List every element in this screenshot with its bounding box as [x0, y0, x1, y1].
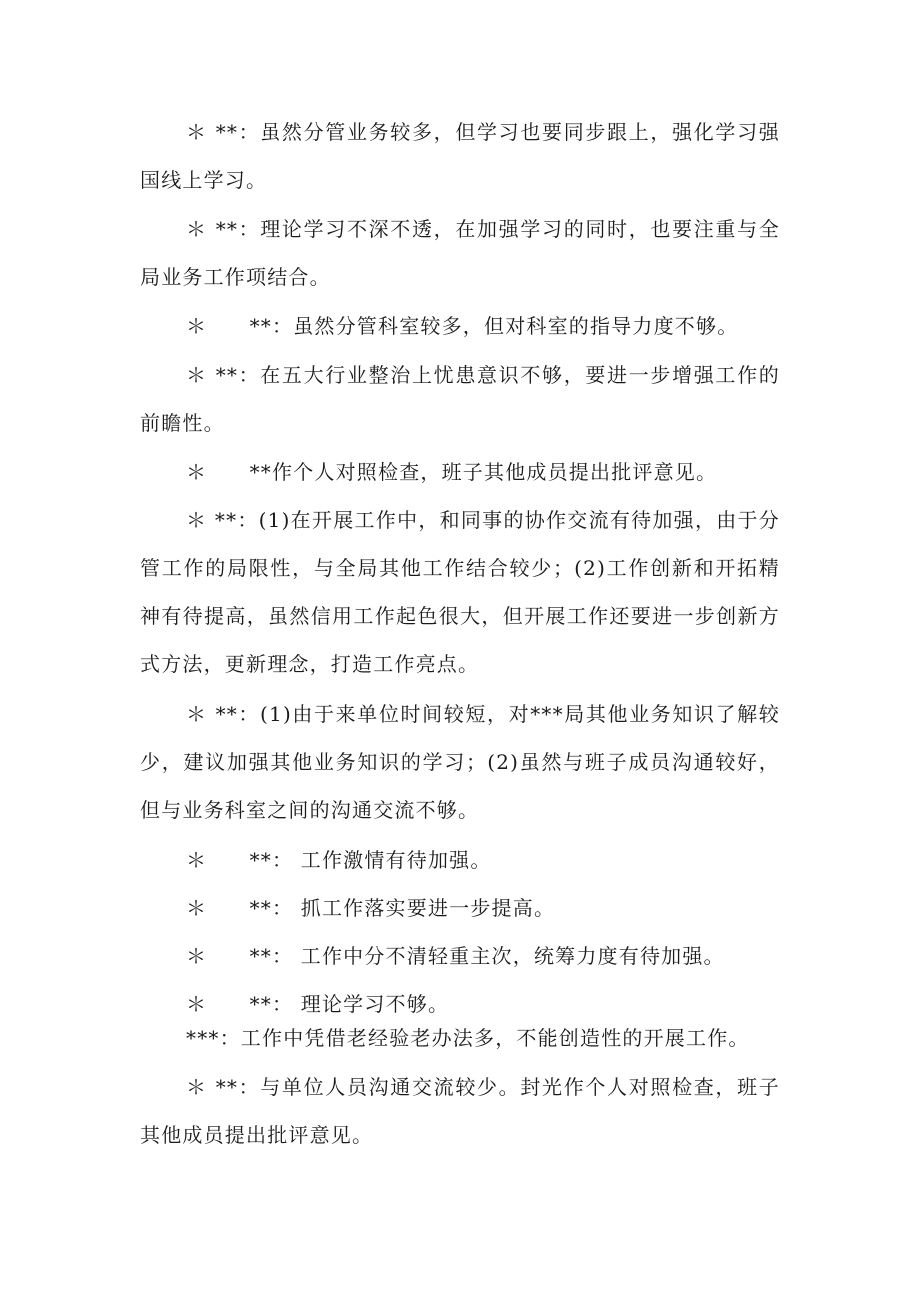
- paragraph-12: ***：工作中凭借老经验老办法多，不能创造性的开展工作。: [186, 1026, 750, 1050]
- paragraph-11: ＊ **： 理论学习不够。: [186, 992, 450, 1016]
- paragraph-1: ＊ **：虽然分管业务较多，但学习也要同步跟上，强化学习强国线上学习。: [140, 120, 780, 192]
- paragraph-2: ＊ **：理论学习不深不透，在加强学习的同时，也要注重与全局业务工作项结合。: [140, 217, 780, 289]
- paragraph-10: ＊ **： 工作中分不清轻重主次，统筹力度有待加强。: [186, 944, 725, 968]
- paragraph-7: ＊ **：(1)由于来单位时间较短，对***局其他业务知识了解较少，建议加强其他业务知识的学习；(2)虽然与班子成员沟通较好，但与业务科室之间的沟通交流不够。: [140, 702, 780, 822]
- paragraph-5: ＊ **作个人对照检查，班子其他成员提出批评意见。: [186, 460, 718, 484]
- paragraph-4: ＊ **：在五大行业整治上忧患意识不够，要进一步增强工作的前瞻性。: [140, 363, 780, 435]
- paragraph-3: ＊ **：虽然分管科室较多，但对科室的指导力度不够。: [186, 314, 739, 338]
- paragraph-13: ＊ **：与单位人员沟通交流较少。封光作个人对照检查，班子其他成员提出批评意见。: [140, 1075, 780, 1147]
- paragraph-9: ＊ **： 抓工作落实要进一步提高。: [186, 896, 556, 920]
- paragraph-6: ＊ **：(1)在开展工作中，和同事的协作交流有待加强，由于分管工作的局限性，与全局其他工作结合较少；(2)工作创新和开拓精神有待提高，虽然信用工作起色很大，但开展工作还要进一步创新方式方法，更新理念，打造工作亮点。: [140, 508, 780, 676]
- paragraph-8: ＊ **： 工作激情有待加强。: [186, 848, 492, 872]
